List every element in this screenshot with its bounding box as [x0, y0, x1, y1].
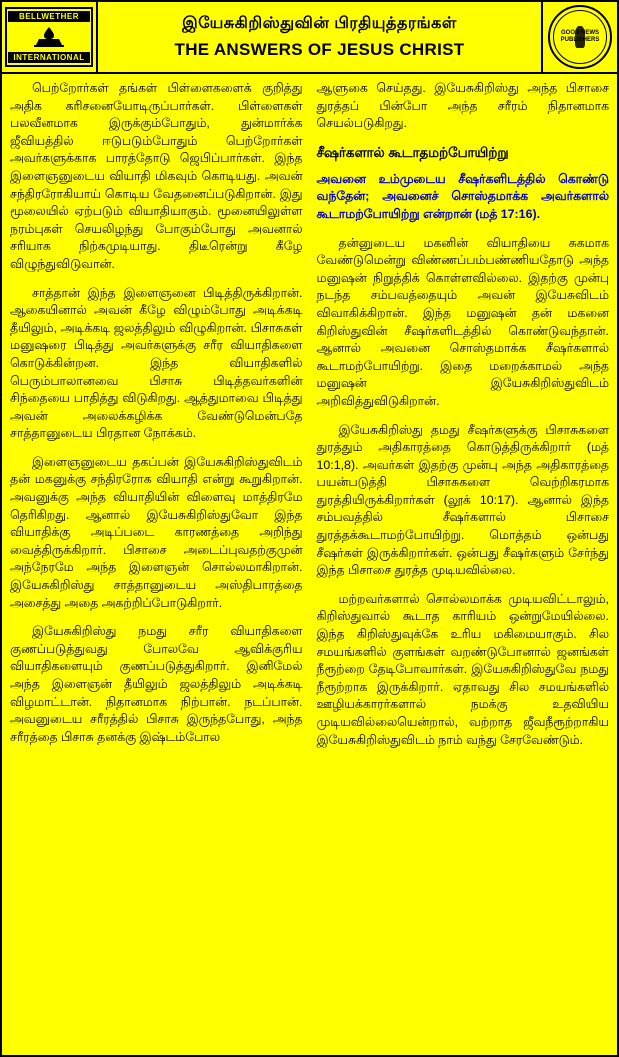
paragraph: தன்னுடைய மகனின் வியாதியை சுகமாக வேண்டுமென்று விண்ணப்பம்பண்ணியதோடு அந்த மனுஷன் நிறுத்திக் கொள்ளவில்லை. இதற்கு முன்பு நடந்த சம்பவத்தையும் அவன் இயேசுவிடம் விவாகிக்கிறான். இந்த மனுஷன் தன் மகனை கிறிஸ்துவின் சீஷர்களிடத்தில் கொண்டுவந்தான். ஆனால் அவனை சொஸ்தமாக்க சீஷர்களால் கூடாமற்போயிற்று. இதை மறைக்காமல் அந்த மனுஷன் இயேசுகிறிஸ்துவிடம் அறிவித்துவிடுகிறான்.	[316, 235, 609, 408]
paragraph: இயேசுகிறிஸ்து நமது சரீர வியாதிகளை குணப்படுத்துவது போலவே ஆவிக்குரிய வியாதிகளையும் குணப்படுத்துகிறார். இனிமேல் அந்த இளைஞன் தீயிலும் ஜலத்திலும் அடிக்கடி விழமாட்டான். நிதானமாக நிற்பான். நடப்பான். அவனுடைய சரீரத்தில் பிசாசு இருந்தபோது, அந்த சரீரத்தை பிசாசு தனக்கு இஷ்டம்போல	[10, 624, 303, 744]
paragraph: மற்றவர்களால் சொல்லமாக்க முடியவிட்டாலும், கிறிஸ்துவால் கூடாத காரியம் ஒன்றுமேயில்லை. இந்த கிறிஸ்துவுக்கே உரிய மகிமையாகும். சில சமயங்களில் குளங்கள் வறண்டுபோனால் ஜனங்கள் நீரூற்றை தேடிபோவார்கள். இயேசுகிறிஸ்துவே நமது நீரூற்றாக இருக்கிறார். ஏதாவது சில சமயங்களில் ஊழியக்காரர்களால் நமக்கு உதவியிய முடியவில்லையென்றால், வற்றாத ஜீவநீரூற்றாகிய இயேசுகிறிஸ்துவிடம் நாம் வந்து சேரவேண்டும்.	[316, 591, 609, 747]
publisher-seal-label: GOOD NEWS PUBLISHERS	[560, 30, 600, 43]
bellwether-logo-frame	[5, 7, 93, 67]
column-left	[10, 80, 310, 1053]
section-heading: சீஷர்களால் கூடாதமற்போயிற்று	[316, 144, 509, 160]
paragraph: பெற்றோர்கள் தங்கள் பிள்ளைகளைக் குறித்து அதிக கரிசனையோடிருப்பார்கள். பிள்ளைகள் பலவீனமாக இருக்கும்போதும், துன்மார்க்க ஜீவியத்தில் ஈடுபடும்போதும் பெற்றோர்கள் அவர்களுக்காக பாரத்தோடு ஜெபிப்பார்கள். இந்த இளைஞனுடைய வியாதி மிகவும் கொடியது. அவன் சந்திரரோகியாய் கொடிய வேதனைப்படுகிறான். இது மூலையில் ஏற்படும் வியாதியாகும். மூனையிலுள்ள நரம்புகள் செயலிழந்து போகும்போது அவனால் சரியாக நிற்கமுடியாது. திடீரென்று கீழே விழுந்துவிடுவான்.	[10, 81, 303, 271]
page-header	[2, 2, 617, 74]
paragraph: இளைஞனுடைய தகப்பன் இயேசுகிறிஸ்துவிடம் தன் மகனுக்கு சந்திரரோக வியாதி என்று கூறுகிறான். அவனுக்கு அந்த வியாதியின் விளைவு மாத்திரமே தெரிகிறது. ஆனால் இயேசுகிறிஸ்துவோ இந்த வியாதிக்கு அடிப்படை காரணத்தை அறிந்து வைத்திருக்கிறார். பிசாசை அடைப்புவதற்குமுன் அந்நேரமே அந்த இளைஞன் சொல்லமாகிறான். இயேசுகிறிஸ்து சாத்தானுடைய அஸ்திபாரத்தை அசைத்து அதை அகற்றிப்போடுகிறார்.	[10, 454, 303, 610]
publisher-logo	[543, 2, 617, 72]
lamp-icon	[32, 25, 66, 49]
bellwether-top-label: BELLWETHER	[8, 11, 90, 22]
bellwether-logo	[2, 2, 98, 72]
paragraph: சாத்தான் இந்த இளைஞனை பிடித்திருக்கிறான். ஆகையினால் அவன் கீழே விழும்போது அடிக்கடி தீயிலும், அடிக்கடி ஜலத்திலும் விழுகிறான். பிசாசுகள் மனுஷரை பிடித்து அவர்களுக்கு சரீர வியாதிகளை கொடுக்கின்றன. இந்த வியாதிகளில் பெரும்பாலானவை பிசாசு பிடித்தவர்களின் சிந்தையை பாதித்து விடுகிறது. ஆத்துமாவை பிடித்து அவன் அலைக்கழிக்க வேண்டுமென்பதே சாத்தானுடைய பிரதான நோக்கம்.	[10, 285, 303, 441]
paragraph: இயேசுகிறிஸ்து தமது சீஷர்களுக்கு பிசாசுகளை துரத்தும் அதிகாரத்தை கொடுத்திருக்கிறார் (மத் 10:1,8). அவர்கள் இதற்கு முன்பு அந்த அதிகாரத்தை பயன்படுத்தி பிசாசுகளை வெற்றிகரமாக துரத்தியிருக்கிறார்கள் (லூக் 10:17). ஆனால் இந்த சம்பவத்தில் சீஷர்களால் பிசாசை துரத்தக்கூடாமற்போயிற்று. மொத்தம் ஒன்பது சீஷர்கள் இருக்கிறார்கள். ஒன்பது சீஷர்களும் சேர்ந்து இந்த பிசாசை துரத்த முடியவில்லை.	[316, 422, 609, 578]
article-body	[2, 74, 617, 1057]
title-tamil: இயேசுகிறிஸ்துவின் பிரதியுத்தரங்கள்	[182, 14, 457, 32]
paragraph: ஆளுகை செய்தது. இயேசுகிறிஸ்து அந்த பிசாசை துரத்தப் பின்போ அந்த சரீரம் நிதானமாக செயல்படுகிறது.	[316, 81, 609, 131]
publisher-seal-icon	[548, 5, 612, 69]
scripture-quote: அவனை உம்முடைய சீஷர்களிடத்தில் கொண்டு வந்தேன்; அவனைச் சொஸ்தமாக்க அவர்களால் கூடாமற்போயிற்று என்றான் (மத் 17:16).	[316, 171, 609, 221]
title-english: THE ANSWERS OF JESUS CHRIST	[174, 39, 465, 59]
page-title	[98, 2, 543, 72]
column-right	[310, 80, 610, 1053]
bellwether-bottom-label: INTERNATIONAL	[8, 52, 90, 63]
